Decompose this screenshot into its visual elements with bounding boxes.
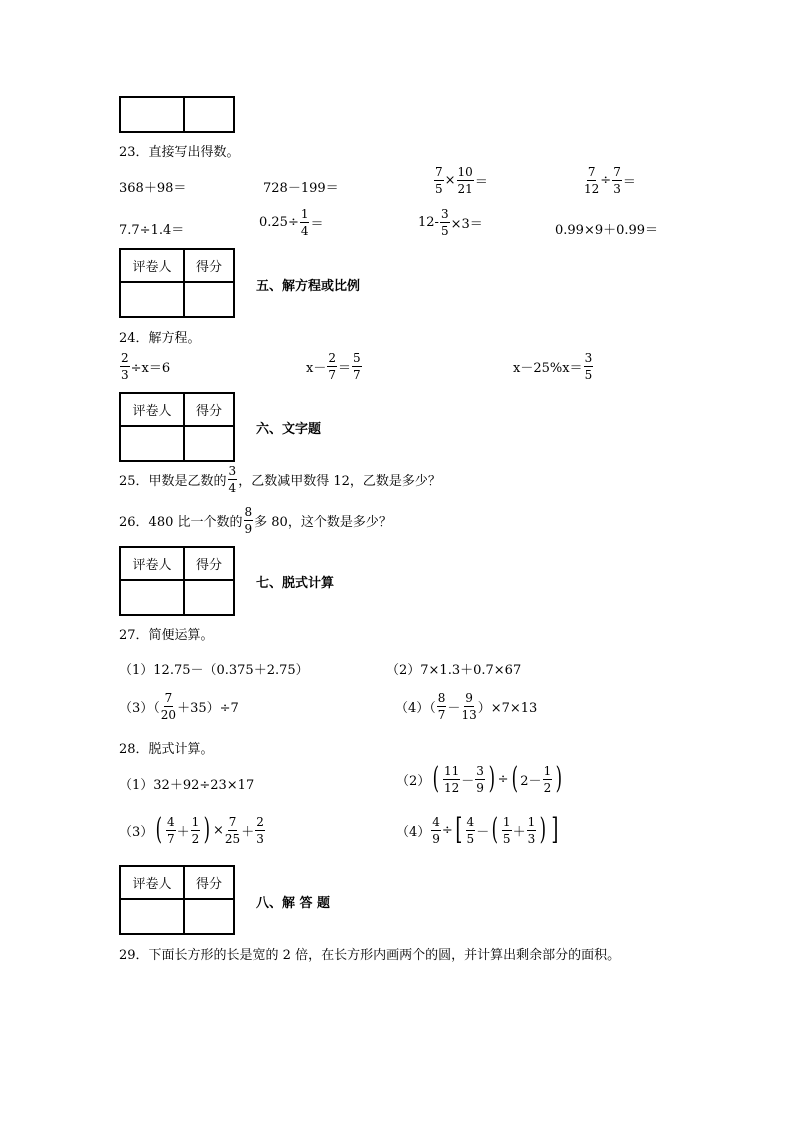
fraction: $\frac{3}{5}$ xyxy=(440,207,449,238)
q23-item-c: $\frac{7}{5}$ × $\frac{10}{21}$ ＝ xyxy=(435,165,488,196)
score-cell xyxy=(184,426,234,461)
q23-item-h: 0.99×9＋0.99＝ xyxy=(555,223,659,238)
section-title: 八、解 答 题 xyxy=(256,896,331,911)
section-title: 七、脱式计算 xyxy=(256,576,335,591)
fraction: $\frac{7}{5}$ xyxy=(435,165,443,196)
fraction: $\frac{3}{9}$ xyxy=(476,763,484,795)
grader-label: 评卷人 xyxy=(120,866,184,899)
grader-cell xyxy=(120,97,184,132)
score-cell xyxy=(184,282,234,317)
score-cell xyxy=(184,97,234,132)
q24-eq3: x－25%x＝ $\frac{3}{5}$ xyxy=(513,351,593,382)
fraction: $\frac{7}{12}$ xyxy=(584,165,600,196)
score-table-6 xyxy=(119,392,235,462)
fraction: $\frac{1}{2}$ xyxy=(543,763,552,795)
grader-cell xyxy=(120,426,184,461)
q28-p2: （2） ( $\frac{11}{12}$ － $\frac{3}{9}$ ) ÷ ( 2－ $\frac{1}{2}$ ) xyxy=(396,761,563,796)
score-table-top xyxy=(119,96,235,133)
score-label: 得分 xyxy=(184,249,234,282)
q24-eq2: x－ $\frac{2}{7}$ ＝ $\frac{5}{7}$ xyxy=(306,351,361,382)
section-title: 六、文字题 xyxy=(256,422,322,437)
q23-item-e: 7.7÷1.4＝ xyxy=(119,223,185,238)
q23-item-d: $\frac{7}{12}$ ÷ $\frac{7}{3}$ ＝ xyxy=(584,165,636,196)
score-label: 得分 xyxy=(184,393,234,426)
score-table-7 xyxy=(119,546,235,616)
score-cell xyxy=(184,580,234,615)
score-table-8 xyxy=(119,865,235,935)
q28-p3: （3） ( $\frac{4}{7}$ ＋ $\frac{1}{2}$ ) × $\frac{7}{25}$ ＋ $\frac{2}{3}$ xyxy=(119,812,264,847)
fraction: $\frac{9}{13}$ xyxy=(461,691,477,722)
fraction: $\frac{5}{7}$ xyxy=(353,351,361,382)
q24-title: 24．解方程。 xyxy=(119,331,201,346)
fraction: $\frac{1}{5}$ xyxy=(502,814,511,846)
fraction: $\frac{1}{2}$ xyxy=(191,814,200,846)
q23-title: 23．直接写出得数。 xyxy=(119,145,240,160)
q27-p2: （2）7×1.3＋0.7×67 xyxy=(386,663,522,678)
fraction: $\frac{2}{3}$ xyxy=(256,814,264,846)
fraction: $\frac{8}{7}$ xyxy=(437,691,446,722)
fraction: $\frac{3}{5}$ xyxy=(584,351,593,382)
q23-item-g: 12- $\frac{3}{5}$ ×3＝ xyxy=(418,207,483,238)
q23-item-f: 0.25÷ $\frac{1}{4}$ ＝ xyxy=(259,207,324,238)
q26-text: 26．480 比一个数的 $\frac{8}{9}$ 多 80，这个数是多少？ xyxy=(119,505,392,536)
fraction: $\frac{7}{25}$ xyxy=(224,814,241,846)
fraction: $\frac{4}{5}$ xyxy=(466,814,475,846)
grader-cell xyxy=(120,282,184,317)
q27-p3: （3）（ $\frac{7}{20}$ ＋35）÷7 xyxy=(119,691,239,722)
q27-p4: （4）（ $\frac{8}{7}$ － $\frac{9}{13}$ ）×7×13 xyxy=(395,691,538,722)
fraction: $\frac{8}{9}$ xyxy=(244,505,253,536)
grader-label: 评卷人 xyxy=(120,249,184,282)
score-label: 得分 xyxy=(184,866,234,899)
q27-title: 27．简便运算。 xyxy=(119,628,214,643)
fraction: $\frac{7}{3}$ xyxy=(613,165,621,196)
q28-p4: （4） $\frac{4}{9}$ ÷ [ $\frac{4}{5}$ － ( $\frac{1}{5}$ ＋ $\frac{1}{3}$ ) ] xyxy=(396,812,559,847)
fraction: $\frac{3}{4}$ xyxy=(228,464,237,495)
fraction: $\frac{1}{4}$ xyxy=(300,207,309,238)
fraction: $\frac{4}{9}$ xyxy=(432,814,440,846)
q28-title: 28．脱式计算。 xyxy=(119,742,214,757)
q28-p1: （1）32＋92÷23×17 xyxy=(119,778,255,793)
fraction: $\frac{10}{21}$ xyxy=(457,165,473,196)
q25-text: 25．甲数是乙数的 $\frac{3}{4}$ ，乙数减甲数得 12，乙数是多少？ xyxy=(119,464,441,495)
q23-item-a: 368＋98＝ xyxy=(119,181,187,196)
fraction: $\frac{4}{7}$ xyxy=(167,814,175,846)
q24-eq1: $\frac{2}{3}$ ÷x＝6 xyxy=(121,351,171,382)
score-cell xyxy=(184,899,234,934)
grader-cell xyxy=(120,899,184,934)
fraction: $\frac{11}{12}$ xyxy=(444,763,460,795)
fraction: $\frac{2}{7}$ xyxy=(328,351,336,382)
q27-p1: （1）12.75－（0.375＋2.75） xyxy=(119,663,309,678)
grader-label: 评卷人 xyxy=(120,547,184,580)
q29-text: 29．下面长方形的长是宽的 2 倍，在长方形内画两个的圆，并计算出剩余部分的面积。 xyxy=(119,948,621,963)
fraction: $\frac{1}{3}$ xyxy=(527,814,536,846)
grader-label: 评卷人 xyxy=(120,393,184,426)
score-table-5 xyxy=(119,248,235,318)
grader-cell xyxy=(120,580,184,615)
section-title: 五、解方程或比例 xyxy=(256,279,361,294)
fraction: $\frac{2}{3}$ xyxy=(121,351,129,382)
fraction: $\frac{7}{20}$ xyxy=(160,691,177,722)
score-label: 得分 xyxy=(184,547,234,580)
q23-item-b: 728－199＝ xyxy=(263,181,339,196)
